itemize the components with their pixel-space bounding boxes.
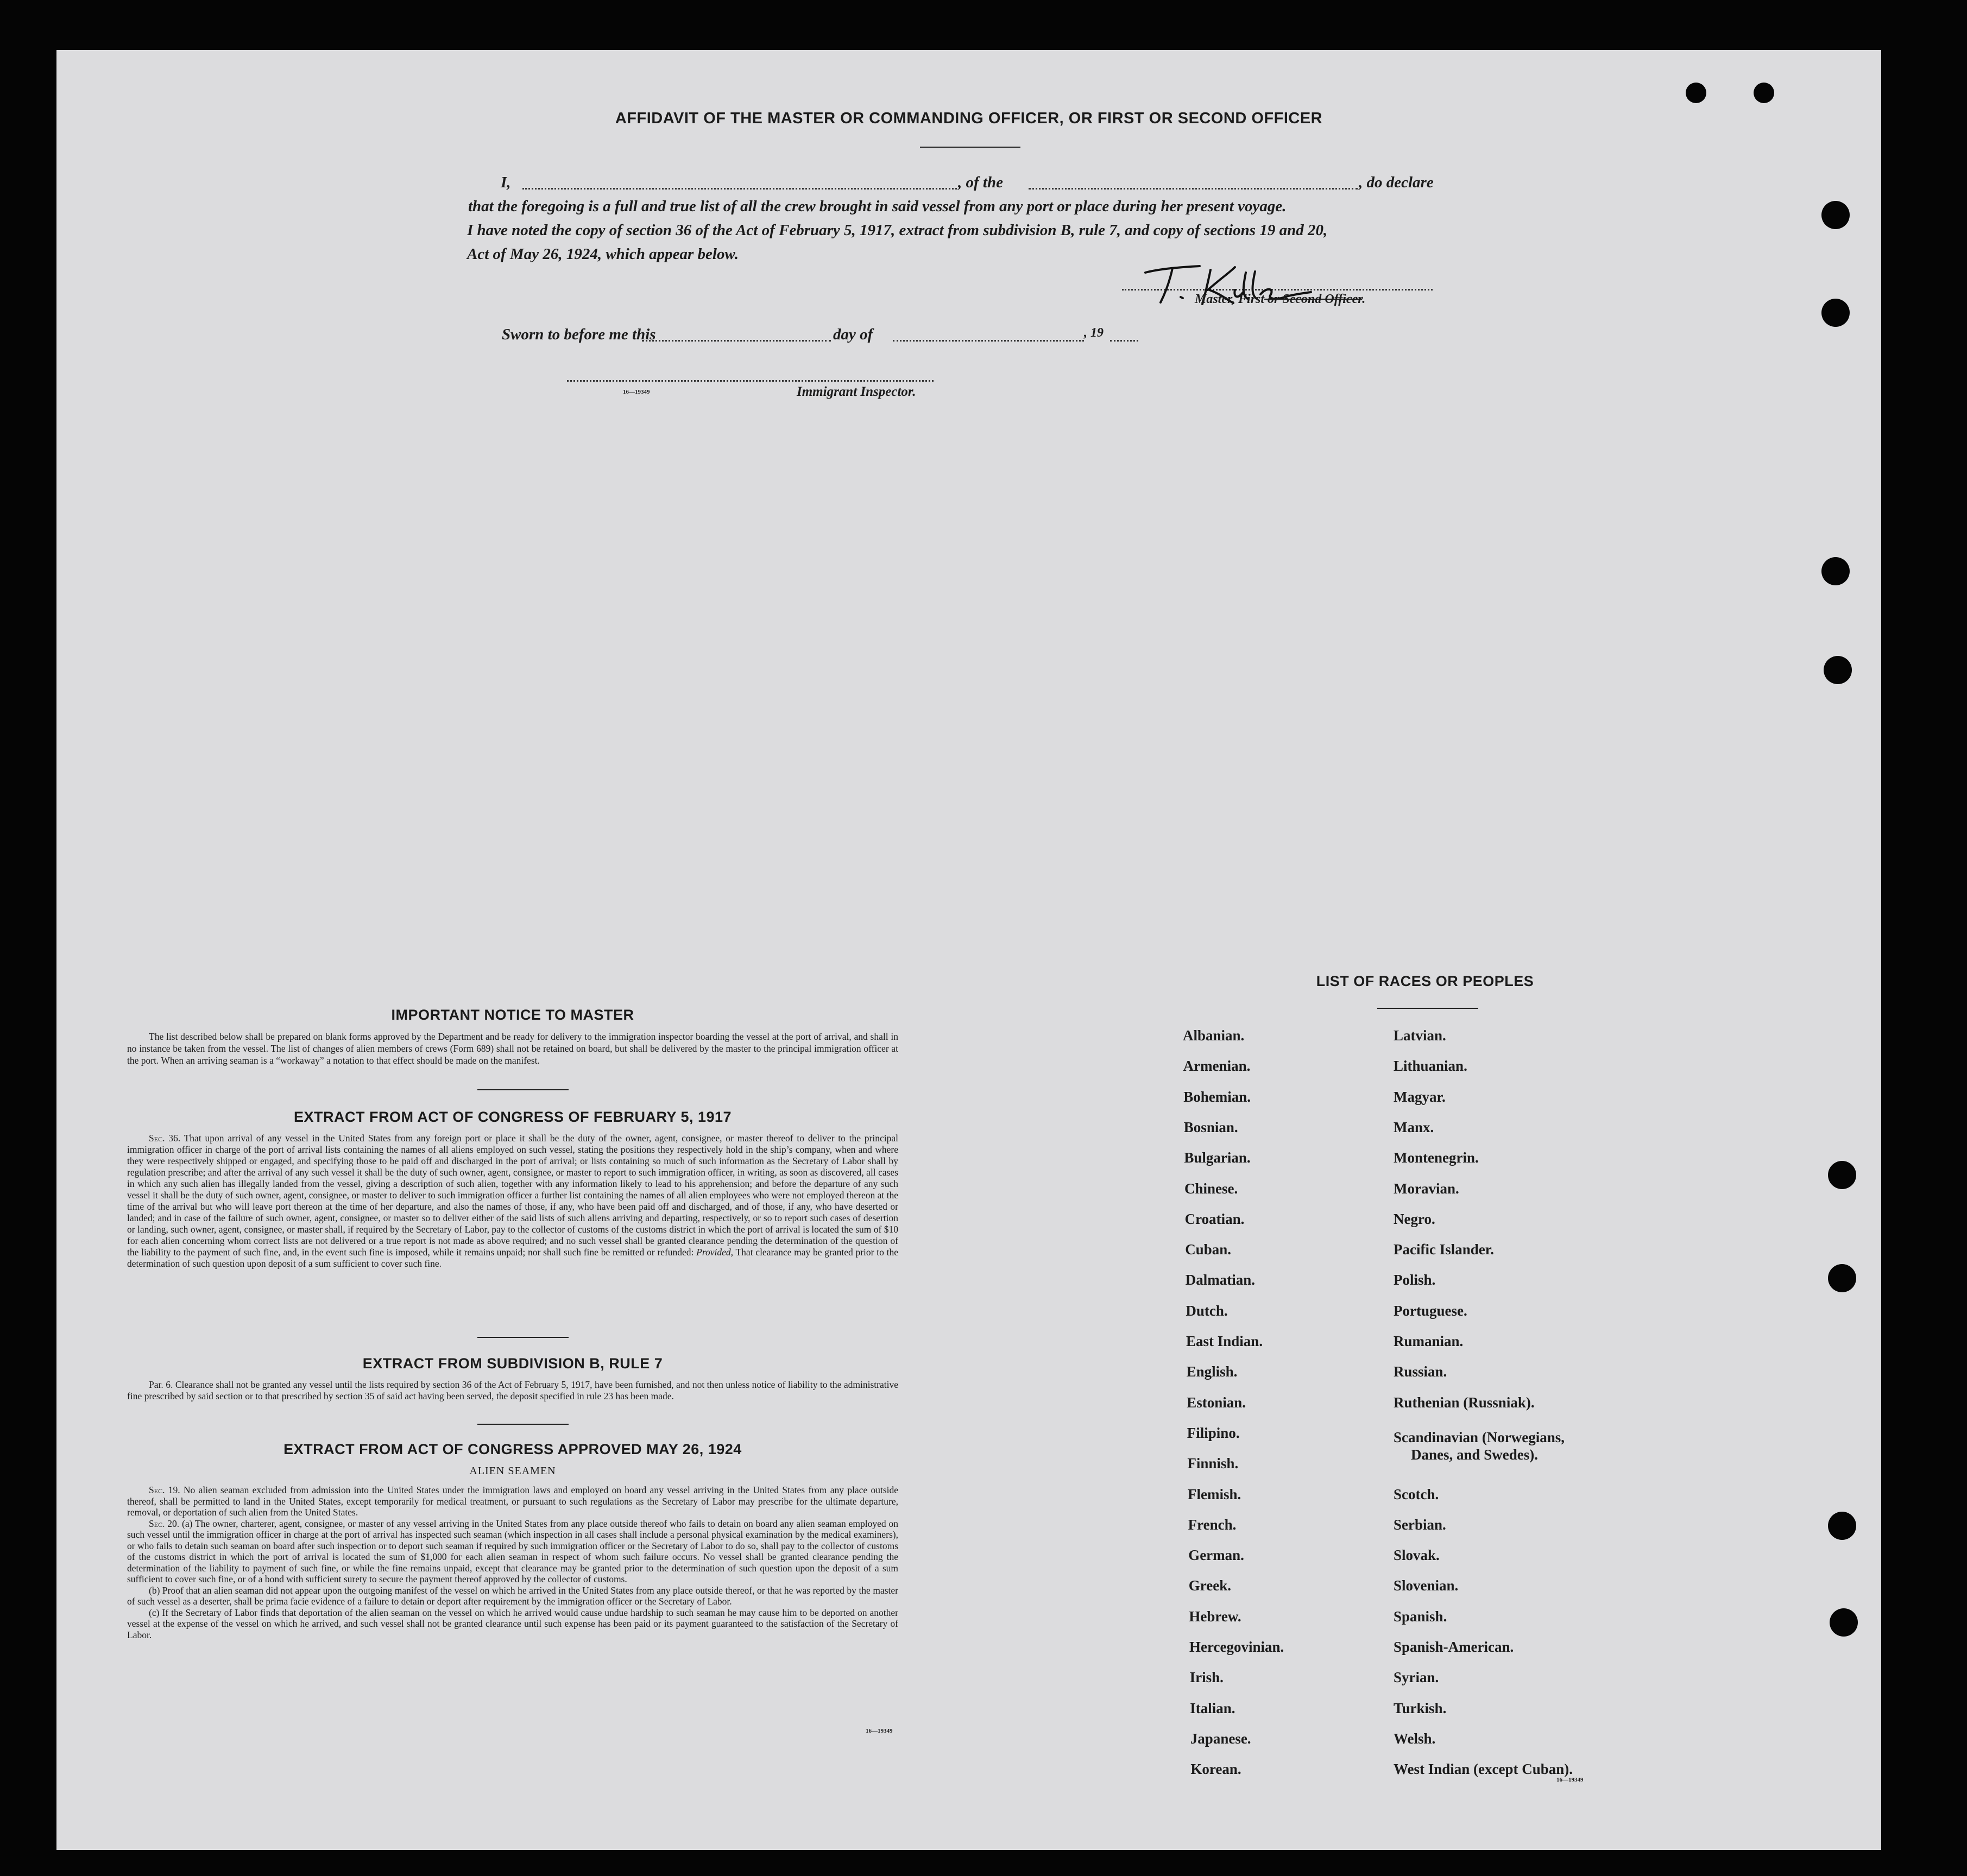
race-item-right: Negro. xyxy=(1394,1210,1435,1227)
sworn-year: , 19 xyxy=(1084,326,1104,340)
extract-1924-title: EXTRACT FROM ACT OF CONGRESS APPROVED MAY 26, 1924 xyxy=(283,1441,742,1457)
race-item-left: Albanian. xyxy=(1183,1027,1245,1044)
race-item-right: Pacific Islander. xyxy=(1394,1241,1494,1258)
affidavit-line3: I have noted the copy of section 36 of the Act of February 5, 1917, extract from subdivision B, rule 7, and copy of sections 19 and 20, xyxy=(467,222,1328,239)
inspector-label: Immigrant Inspector. xyxy=(797,384,916,399)
punch-hole xyxy=(1754,83,1774,103)
race-item-right: Spanish. xyxy=(1394,1608,1447,1625)
race-item-left: English. xyxy=(1186,1363,1238,1380)
race-item-left: Chinese. xyxy=(1184,1180,1238,1197)
sworn-year-field[interactable] xyxy=(1110,328,1138,342)
punch-hole xyxy=(1821,201,1850,229)
race-item-left: Japanese. xyxy=(1190,1730,1251,1747)
sec-20a: Sec. 20. (a) The owner, charterer, agent, consignee, or master of any vessel arriving in the United States from any place outside thereof who fails to detain on board any alien seaman employed on such vessel until the immigration officer in charge at the port of arrival has inspected such seaman (which inspection in all cases shall include a personal physical examination by the medical examiners), or who fails to detain such seaman on board after such inspection or to deport such seaman if required by such immigration officer or the Secretary of Labor to do so, shall pay to the collector of customs of the customs district in which the port of arrival is located the sum of $1,000 for each alien seaman in respect of whom such failure occurs. No vessel shall be granted clearance pending the determination of the liability to payment of such fine, or while the fine remains unpaid, except that clearance may be granted prior to the determination of such question upon the deposit of a sum sufficient to cover such fine, or of a bond with sufficient surety to secure the payment thereof approved by the collector of customs. xyxy=(127,1518,898,1584)
race-item-left: Armenian. xyxy=(1183,1058,1251,1075)
extract-rule7-body: Par. 6. Clearance shall not be granted any vessel until the lists required by section 36 of the Act of February 5, 1917, have been furnished, and not then unless notice of liability to the administrative fine prescribed by said section or to that prescribed by section 35 of said act having been served, the deposit specified in rule 23 has been made. xyxy=(127,1379,898,1401)
race-item-right: Scandinavian (Norwegians, xyxy=(1394,1429,1565,1445)
race-item-right: Lithuanian. xyxy=(1394,1058,1467,1075)
race-item-right: Slovak. xyxy=(1394,1547,1440,1564)
affidavit-title: AFFIDAVIT OF THE MASTER OR COMMANDING OFFICER, OR FIRST OR SECOND OFFICER xyxy=(615,110,1323,127)
notice-body: The list described below shall be prepared on blank forms approved by the Department and be ready for delivery to the immigration inspector boarding the vessel at the port of arrival, and shall in no instance be taken from the vessel. The list of changes of alien members of crews (Form 689) shall not be retained on board, but shall be delivered by the master to the principal immigration officer at the port. When an arriving seaman is a “workaway” a notation to that effect should be made on the manifest. xyxy=(127,1031,898,1066)
notice-rule xyxy=(477,1089,569,1090)
punch-hole xyxy=(1821,557,1850,585)
race-item-left: Bosnian. xyxy=(1183,1119,1238,1135)
race-item-left: Filipino. xyxy=(1187,1424,1240,1441)
race-item-left: Croatian. xyxy=(1184,1210,1245,1227)
affidavit-line1-do-declare: , do declare xyxy=(1359,174,1434,191)
race-item-left: Estonian. xyxy=(1187,1394,1246,1411)
races-title-rule xyxy=(1377,1008,1478,1009)
race-item-right: Polish. xyxy=(1394,1272,1436,1288)
declarant-name-field[interactable] xyxy=(522,176,957,190)
race-item-right: Serbian. xyxy=(1394,1516,1446,1533)
race-item-left: French. xyxy=(1188,1516,1237,1533)
race-item-left: Dalmatian. xyxy=(1185,1272,1256,1288)
race-item-left: Irish. xyxy=(1189,1669,1224,1686)
races-title: LIST OF RACES OR PEOPLES xyxy=(1316,973,1534,989)
race-item-right: Syrian. xyxy=(1394,1669,1439,1686)
affidavit-form-number: 16—19349 xyxy=(623,389,650,395)
sworn-month-field[interactable] xyxy=(893,328,1084,342)
affidavit-title-rule xyxy=(920,147,1020,148)
race-item-right: Magyar. xyxy=(1394,1088,1446,1105)
race-item-right: Portuguese. xyxy=(1394,1302,1467,1319)
vessel-name-field[interactable] xyxy=(1029,176,1358,190)
punch-hole xyxy=(1828,1512,1856,1540)
affidavit-line4: Act of May 26, 1924, which appear below. xyxy=(467,245,739,263)
sworn-day-of: day of xyxy=(833,326,873,343)
race-item-left: Bohemian. xyxy=(1183,1088,1251,1105)
race-item-right: Rumanian. xyxy=(1394,1333,1464,1349)
extract-1917-rule xyxy=(477,1337,569,1338)
race-item-left: Dutch. xyxy=(1186,1302,1228,1319)
extract-1924-subtitle: ALIEN SEAMEN xyxy=(469,1465,556,1477)
punch-hole xyxy=(1828,1264,1856,1292)
punch-hole xyxy=(1824,656,1852,684)
race-item-left: Hebrew. xyxy=(1189,1608,1241,1625)
punch-hole xyxy=(1686,83,1706,103)
form-page xyxy=(56,50,1881,1850)
race-item-left: Italian. xyxy=(1190,1700,1235,1716)
notice-title: IMPORTANT NOTICE TO MASTER xyxy=(391,1007,634,1023)
extract-rule7-rule xyxy=(477,1424,569,1425)
race-item-right: Montenegrin. xyxy=(1394,1149,1479,1166)
race-item-right: Ruthenian (Russniak). xyxy=(1394,1394,1535,1411)
sworn-day-field[interactable] xyxy=(642,328,831,342)
race-item-left: Flemish. xyxy=(1188,1486,1241,1502)
race-item-right: Slovenian. xyxy=(1394,1577,1459,1594)
race-item-right: Spanish-American. xyxy=(1394,1639,1514,1655)
race-item-left: Hercegovinian. xyxy=(1189,1639,1284,1655)
punch-hole xyxy=(1828,1161,1856,1189)
extract-form-number: 16—19349 xyxy=(866,1728,893,1734)
race-item-left: Greek. xyxy=(1188,1577,1232,1594)
race-item-left: Finnish. xyxy=(1187,1455,1239,1472)
extract-1924-body xyxy=(127,1485,898,1640)
extract-1917-title: EXTRACT FROM ACT OF CONGRESS OF FEBRUARY 5, 1917 xyxy=(293,1109,732,1125)
punch-hole xyxy=(1830,1608,1858,1637)
extract-1917-body: Sec. 36. That upon arrival of any vessel in the United States from any foreign port or place it shall be the duty of the owner, agent, consignee, or master thereof to deliver to the principal immigration officer in charge of the port of arrival lists containing the names of all aliens employed on such vessel, stating the positions they respectively hold in the ship’s company, when and where they were respectively shipped or engaged, and specifying those to be paid off and discharged in the port of arrival; or lists containing so much of such information as the Secretary of Labor shall by regulation prescribe; and after the arrival of any such vessel it shall be the duty of such owner, agent, consignee, or master to report to such immigration officer, in writing, as soon as discovered, all cases in which any such alien has illegally landed from the vessel, giving a description of such alien, together with any information likely to lead to his apprehension; and before the departure of any such vessel it shall be the duty of such owner, agent, consignee, or master to deliver to such immigration officer a further list containing the names of all alien employees who were not employed thereon at the time of the arrival but who will leave port thereon at the time of her departure, and also the names of those, if any, who have been paid off and discharged, and of those, if any, who have deserted or landed; and in case of the failure of such owner, agent, consignee, or master so to deliver either of the said lists of such aliens arriving and departing, respectively, or so to report such cases of desertion or landing, such owner, agent, consignee, or master shall, if required by the Secretary of Labor, pay to the collector of customs of the customs district in which the port of arrival is located the sum of $10 for each alien concerning whom correct lists are not delivered or a true report is not made as above required; and no such vessel shall be granted clearance pending the determination of the question of the liability to the payment of such fine, and, in the event such fine is imposed, while it remains unpaid; nor shall such fine be remitted or refunded: Provided, That clearance may be granted prior to the determination of such question upon deposit of a sum sufficient to cover such fine. xyxy=(127,1133,898,1269)
race-item-left: Korean. xyxy=(1190,1761,1241,1778)
extract-rule7-title: EXTRACT FROM SUBDIVISION B, RULE 7 xyxy=(362,1355,663,1372)
race-item-right: Welsh. xyxy=(1394,1730,1436,1747)
race-item-right: West Indian (except Cuban). xyxy=(1394,1761,1573,1778)
race-item-left: East Indian. xyxy=(1186,1333,1263,1349)
race-item-left: Cuban. xyxy=(1185,1241,1231,1258)
affidavit-line1-i: I, xyxy=(501,174,511,191)
inspector-signature-line xyxy=(567,380,934,382)
affidavit-line2: that the foregoing is a full and true list of all the crew brought in said vessel from any port or place during her present voyage. xyxy=(468,198,1287,215)
race-item-right: Manx. xyxy=(1394,1119,1434,1135)
struck-officer-text: or Second Officer xyxy=(1264,292,1363,306)
signature-caption: Master, First or Second Officer. xyxy=(1195,292,1366,306)
sworn-prefix: Sworn to before me this xyxy=(502,326,656,343)
race-item-right: Scotch. xyxy=(1394,1486,1439,1502)
punch-hole xyxy=(1821,299,1850,327)
race-item-right: Danes, and Swedes). xyxy=(1411,1446,1539,1463)
race-item-left: Bulgarian. xyxy=(1184,1149,1251,1166)
race-item-right: Russian. xyxy=(1394,1363,1447,1380)
races-form-number: 16—19349 xyxy=(1556,1777,1584,1783)
race-item-left: German. xyxy=(1188,1547,1244,1564)
affidavit-line1-of-the: , of the xyxy=(958,174,1003,191)
sec-20c: (c) If the Secretary of Labor finds that deportation of the alien seaman on the vessel on which he arrived would cause undue hardship to such seaman he may cause him to be deported on another vessel at the expense of the vessel on which he arrived, and such vessel shall not be granted clearance until such expense has been paid or its payment guaranteed to the satisfaction of the Secretary of Labor. xyxy=(127,1607,898,1640)
race-item-right: Moravian. xyxy=(1394,1180,1459,1197)
race-item-right: Turkish. xyxy=(1394,1700,1447,1716)
sec-20b: (b) Proof that an alien seaman did not appear upon the outgoing manifest of the vessel on which he arrived in the United States from any place outside thereof, or that he was reported by the master of such vessel as a deserter, shall be prima facie evidence of a failure to detain or deport after requirement by the immigration officer or the Secretary of Labor. xyxy=(127,1584,898,1607)
race-item-right: Latvian. xyxy=(1394,1027,1446,1044)
sec-19: Sec. 19. No alien seaman excluded from admission into the United States under the immigration laws and employed on board any vessel arriving in the United States from any place outside thereof, shall be permitted to land in the United States, except temporarily for medical treatment, or pursuant to such regulations as the Secretary of Labor may prescribe for the ultimate departure, removal, or deportation of such alien from the United States. xyxy=(127,1485,899,1518)
